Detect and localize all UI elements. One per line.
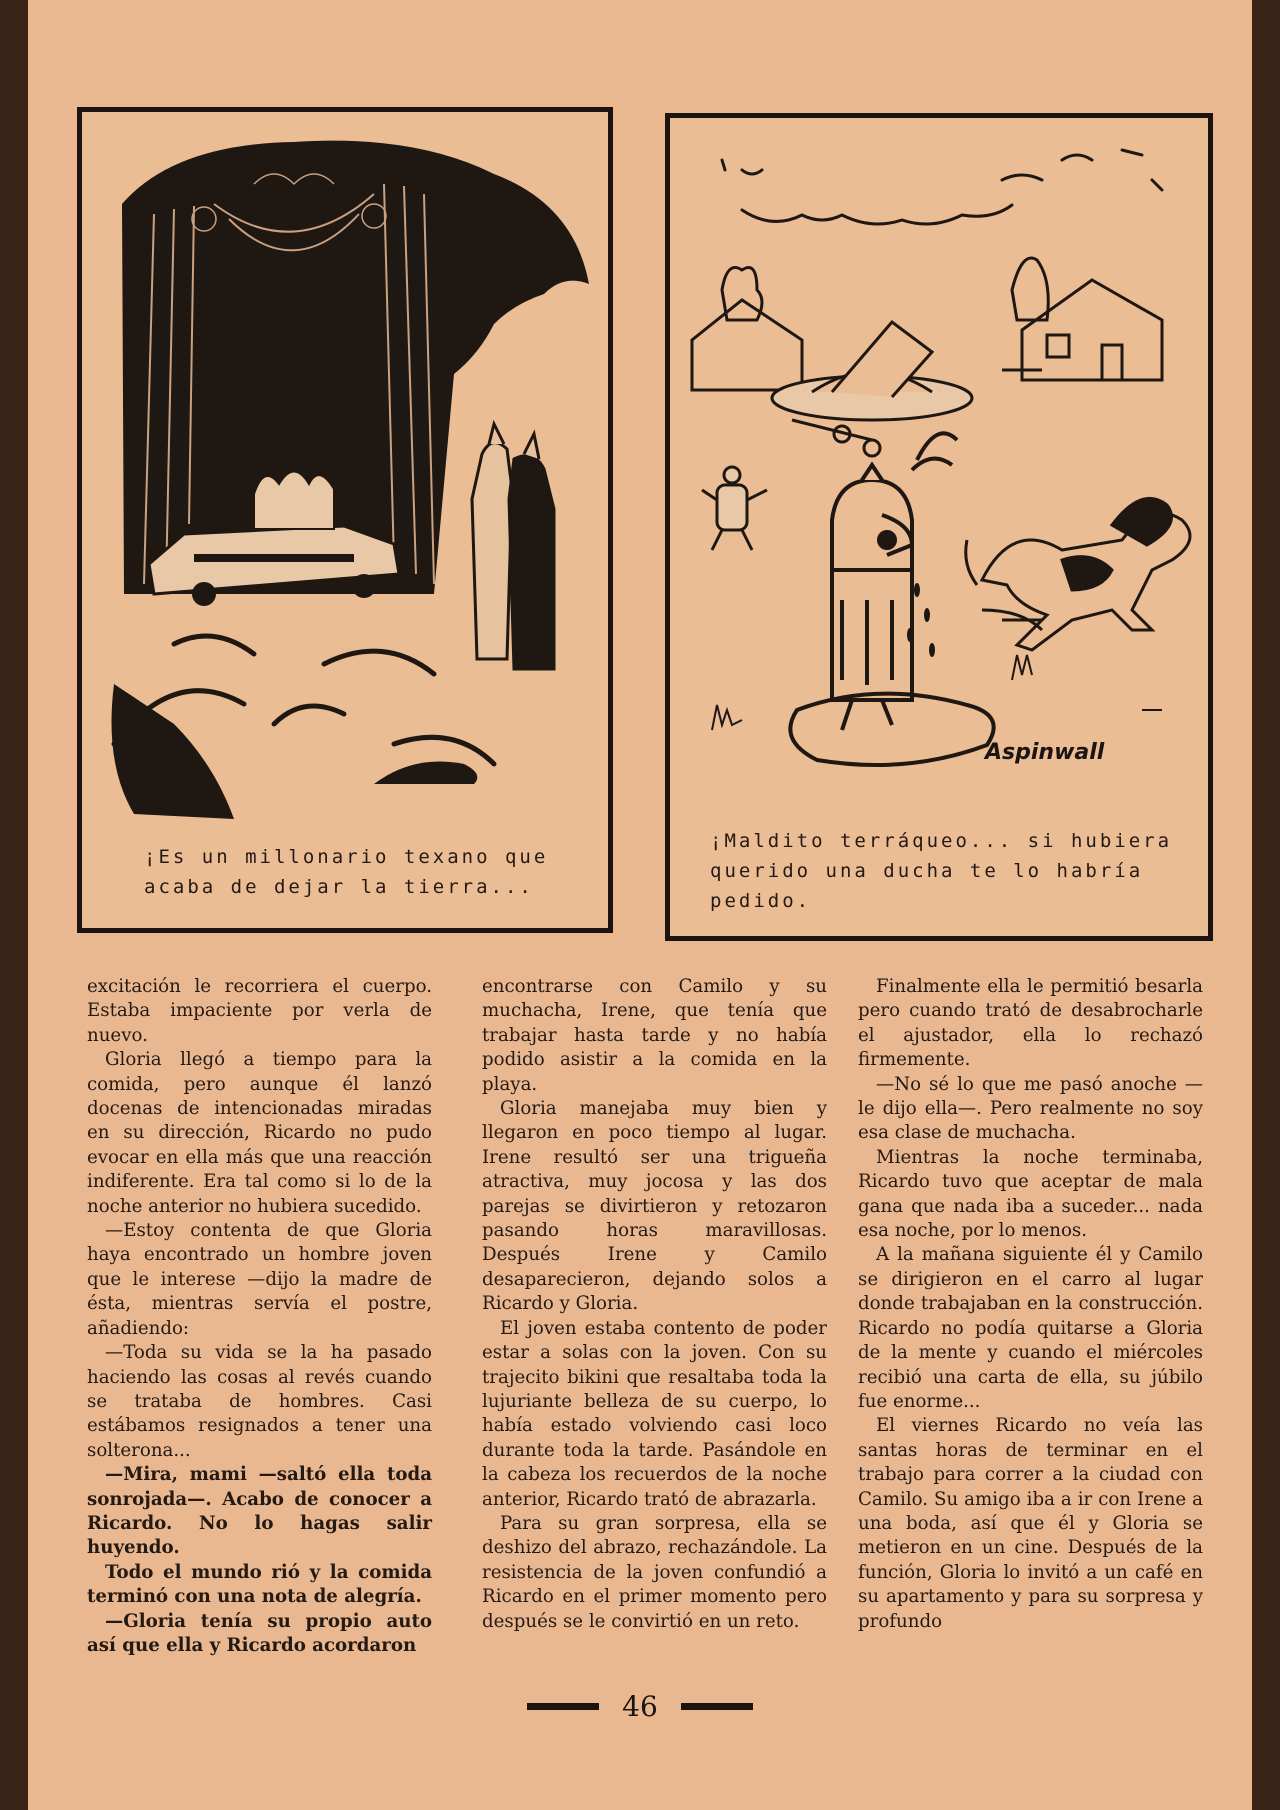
page-edge-left (0, 0, 28, 1810)
paragraph: encontrarse con Camilo y su muchacha, Irene, que tenía que trabajar hasta tarde y no había podido asistir a la comida en la playa. (482, 976, 827, 1095)
page-footer (0, 1690, 1280, 1723)
page-edge-right (1252, 0, 1280, 1810)
paragraph: —Gloria tenía su propio auto así que ella y Ricardo acordaron (87, 1610, 432, 1656)
panel-caption: ¡Es un millonario texano que acaba de dejar la tierra... (144, 846, 549, 898)
paragraph: —No sé lo que me pasó anoche —le dijo ella—. Pero realmente no soy esa clase de muchacha. (858, 1073, 1203, 1144)
panel-caption: ¡Maldito terráqueo... si hubiera querido una ducha te lo habría pedido. (710, 830, 1173, 912)
cartoon-panel-left (77, 107, 613, 933)
text-column-1 (87, 975, 432, 1658)
artist-signature: Aspinwall (985, 740, 1105, 765)
text-column-3 (858, 975, 1203, 1634)
paragraph: A la mañana siguiente él y Camilo se dirigieron en el carro al lugar donde trabajaban en la construcción. Ricardo no podía quitarse a Gloria de la mente y cuando el miércoles recibió una carta de ella, su júbilo fue enorme... (858, 1244, 1203, 1412)
paragraph: El viernes Ricardo no veía las santas horas de terminar en el trabajo para correr a la ciudad con Camilo. Su amigo iba a ir con Irene a una boda, así que él y Gloria se metieron en un cine. Después de la función, Gloria lo invitó a un café en su apartamento y para su sorpresa y profundo (858, 1415, 1203, 1632)
alien-hydrant-cartoon-illustration (682, 130, 1196, 810)
cartoon-panel-right (665, 113, 1213, 941)
page-number: 46 (622, 1690, 658, 1723)
paragraph: El joven estaba contento de poder estar a solas con la joven. Con su trajecito bikini que resaltaba toda la lujuriante belleza de su cuerpo, lo había estado volviendo casi loco durante toda la tarde. Pasándole en la cabeza los recuerdos de la noche anterior, Ricardo trató de abrazarla. (482, 1317, 827, 1510)
paragraph: Gloria llegó a tiempo para la comida, pero aunque él lanzó docenas de intencionadas miradas en su dirección, Ricardo no pudo evocar en ella más que una reacción indiferente. Era tal como si lo de la noche anterior no hubiera sucedido. (87, 1049, 432, 1217)
millionaire-cartoon-illustration (94, 124, 596, 824)
paragraph: Todo el mundo rió y la comida terminó con una nota de alegría. (87, 1561, 432, 1608)
paragraph: Para su gran sorpresa, ella se deshizo del abrazo, rechazándole. La resistencia de la joven confundió a Ricardo en el primer momento pero después se le convirtió en un reto. (482, 1512, 827, 1632)
two-men-figures (472, 424, 554, 669)
paragraph: —Estoy contenta de que Gloria haya encontrado un hombre joven que le interese —dijo la madre de ésta, mientras servía el postre, añadiendo: (87, 1220, 432, 1339)
footer-rule-left (527, 1703, 599, 1710)
footer-rule-right (681, 1703, 753, 1710)
paragraph: Finalmente ella le permitió besarla pero cuando trató de desabrocharle el ajustador, ella lo rechazó firmemente. (858, 976, 1203, 1071)
paragraph: Gloria manejaba muy bien y llegaron en poco tiempo al lugar. Irene resultó ser una trigueña atractiva, muy jocosa y las dos parejas se divirtieron y retozaron pasando horas maravillosas. Después Irene y Camilo desaparecieron, dejando solos a Ricardo y Gloria. (482, 1098, 827, 1315)
text-column-2 (482, 975, 827, 1634)
small-alien-figure (702, 467, 767, 550)
paragraph: excitación le recorriera el cuerpo. Estaba impaciente por verla de nuevo. (87, 976, 432, 1046)
paragraph: —Toda su vida se la ha pasado haciendo las cosas al revés cuando se trataba de hombres. Casi estábamos resignados a tener una solterona... (87, 1342, 432, 1461)
paragraph: —Mira, mami —saltó ella toda sonrojada—. Acabo de conocer a Ricardo. No lo hagas salir huyendo. (87, 1464, 432, 1559)
paragraph: Mientras la noche terminaba, Ricardo tuvo que aceptar de mala gana que nada iba a suceder... nada esa noche, por lo menos. (858, 1146, 1203, 1242)
dog-figure (966, 498, 1190, 650)
fire-hydrant-character (790, 433, 993, 765)
